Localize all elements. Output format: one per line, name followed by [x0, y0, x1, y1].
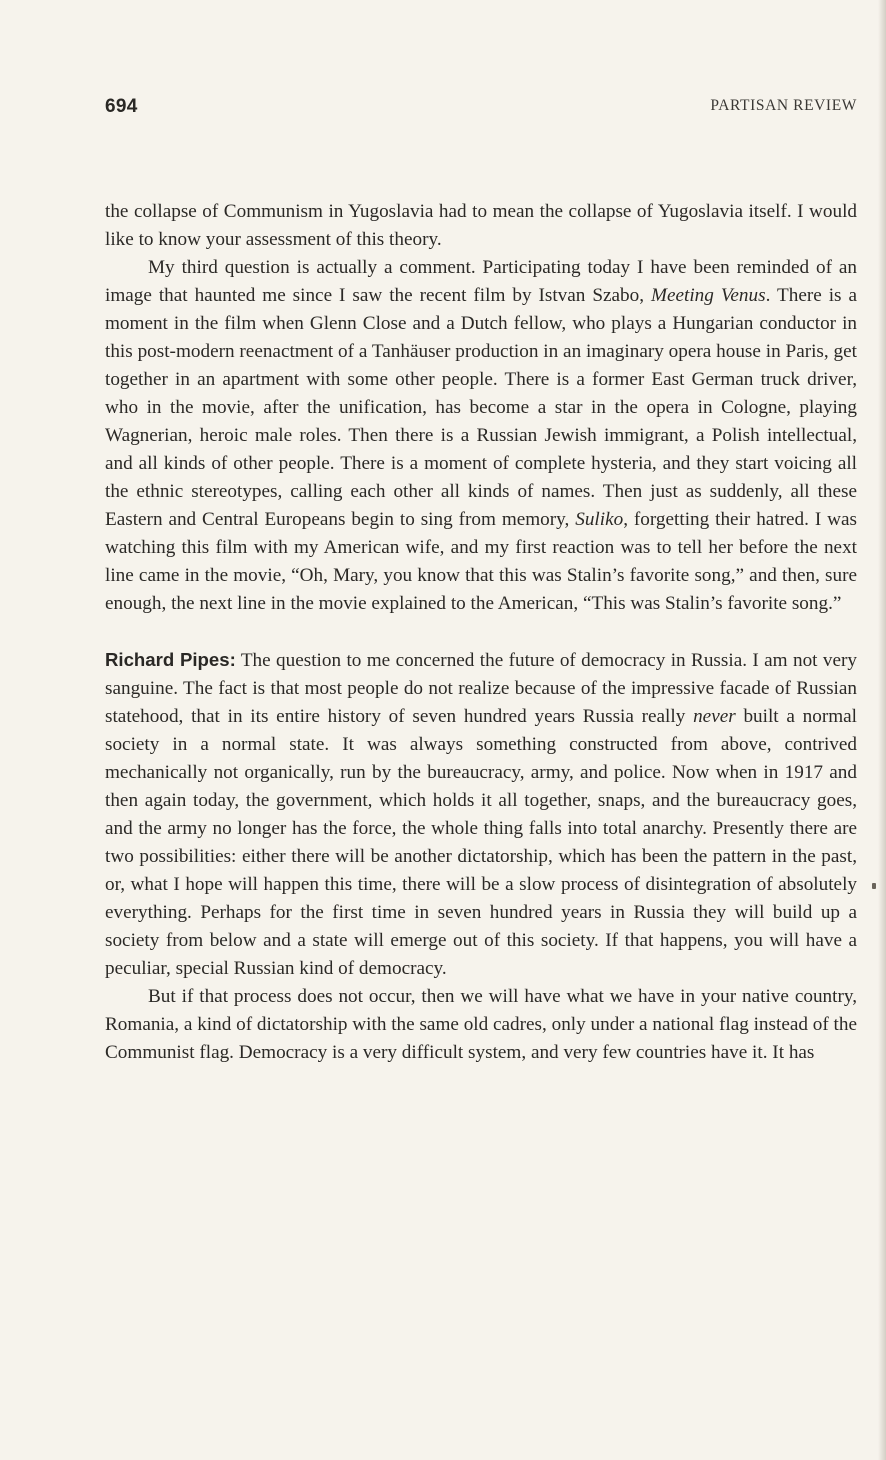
paragraph-text: built a normal society in a normal state. It was always something constructed from above, contrived mechanically not organically, run by the bureaucracy, army, and police. Now when in 1917 and then again today, the government, which holds it all together, snaps, and the bureaucracy goes, and the army no longer has the force, the whole thing falls into total anarchy. Presently there are two possibilities: either there will be another dictatorship, which has been the pattern in the past, or, what I hope will happen this time, there will be a slow process of disintegration of absolutely everything. Perhaps for the first time in seven hundred years in Russia they will build up a society from below and a state will emerge out of this society. If that happens, you will have a peculiar, special Russian kind of democracy.: [105, 706, 858, 979]
paragraph-text: The question to me concerned the future of democracy in Russia. I am not very sanguine. The fact is that most people do not realize because of the impressive facade of Russian statehood, that in its entire history of seven hundred years Russia really: [105, 650, 857, 727]
song-title: Suliko: [575, 509, 624, 530]
margin-mark: [872, 883, 876, 889]
body-text: [105, 198, 857, 1067]
paragraph-text: , forgetting their hatred. I was watching this film with my American wife, and my first reaction was to tell her before the next line came in the movie, “Oh, Mary, you know that this was Stalin’s favorite song,” and then, sure enough, the next line in the movie explained to the American, “This was Stalin’s favorite song.”: [105, 509, 857, 614]
page-edge-shadow: [878, 0, 886, 1460]
paragraph-third-question: [105, 254, 857, 618]
paragraph-text: . There is a moment in the film when Glenn Close and a Dutch fellow, who plays a Hungarian conductor in this post-modern reenactment of a Tanhäuser production in an imaginary opera house in Paris, get together in an apartment with some other people. There is a former East German truck driver, who in the movie, after the unification, has become a star in the opera in Cologne, playing Wagnerian, heroic male roles. Then there is a Russian Jewish immigrant, a Polish intellectual, and all kinds of other people. There is a moment of complete hysteria, and they start voicing all the ethnic stereotypes, calling each other all kinds of names. Then just as suddenly, all these Eastern and Central Europeans begin to sing from memory,: [105, 285, 857, 530]
film-title: Meeting Venus: [651, 285, 766, 306]
paragraph-text: the collapse of Communism in Yugoslavia had to mean the collapse of Yugoslavia itself. I would like to know your assessment of this theory.: [105, 201, 857, 250]
emphasis-text: never: [693, 706, 736, 727]
paragraph-text: My third question is actually a comment. Participating today I have been reminded of an image that haunted me since I saw the recent film by Istvan Szabo,: [105, 257, 857, 306]
paragraph-richard-pipes: [105, 646, 857, 983]
speaker-name: Richard Pipes:: [105, 649, 236, 670]
running-title: PARTISAN REVIEW: [710, 97, 857, 114]
paragraph-text: But if that process does not occur, then we will have what we have in your native country, Romania, a kind of dictatorship with the same old cadres, only under a national flag instead of the Communist flag. Democracy is a very difficult system, and very few countries have it. It has: [105, 986, 857, 1063]
paragraph-democracy: [105, 983, 857, 1067]
paragraph-continuation: [105, 198, 857, 254]
page-header: [105, 96, 857, 122]
page-number: 694: [105, 96, 138, 117]
